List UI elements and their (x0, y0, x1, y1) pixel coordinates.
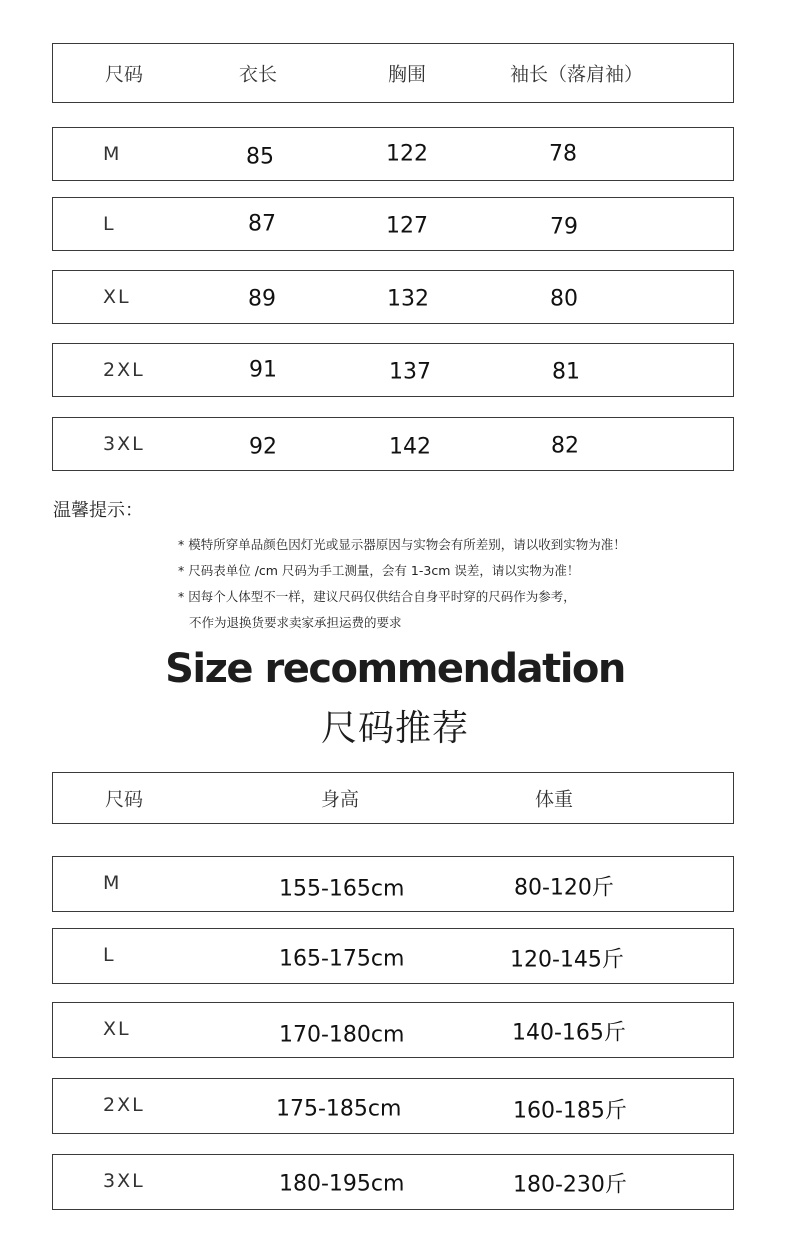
chest-value: 142 (389, 434, 431, 460)
size-label: M (103, 871, 122, 894)
recommendation-row-xl (52, 1002, 734, 1058)
size-label: 3XL (103, 1169, 145, 1192)
size-label: L (103, 943, 116, 966)
length-value: 87 (248, 211, 276, 237)
sleeve-value: 82 (551, 433, 579, 459)
chest-value: 137 (389, 359, 431, 385)
sleeve-value: 80 (550, 286, 578, 312)
size-row-xl (52, 270, 734, 324)
size-label: XL (103, 1017, 131, 1040)
chest-value: 132 (387, 286, 429, 312)
size-row-m (52, 127, 734, 181)
sleeve-value: 81 (552, 359, 580, 385)
height-value: 155-165cm (279, 876, 405, 902)
recommendation-row-l (52, 928, 734, 984)
size-row-3xl (52, 417, 734, 471)
header-weight: 体重 (535, 788, 574, 811)
tip-note-3: * 因每个人体型不一样，建议尺码仅供结合自身平时穿的尺码作为参考， (178, 589, 576, 604)
size-label: 2XL (103, 359, 145, 381)
weight-value: 180-230斤 (513, 1172, 627, 1198)
length-value: 92 (249, 434, 277, 460)
chest-value: 127 (386, 213, 428, 239)
recommendation-row-2xl (52, 1078, 734, 1134)
size-row-2xl (52, 343, 734, 397)
height-value: 170-180cm (279, 1022, 405, 1048)
tips-title: 温馨提示： (53, 500, 143, 521)
tip-note-4: 不作为退换货要求卖家承担运费的要求 (189, 615, 402, 630)
height-value: 175-185cm (276, 1096, 402, 1122)
size-label: M (103, 143, 122, 165)
tip-note-1: * 模特所穿单品颜色因灯光或显示器原因与实物会有所差别，请以收到实物为准！ (178, 537, 626, 552)
header-length: 衣长 (239, 63, 278, 86)
sleeve-value: 78 (549, 141, 577, 167)
height-value: 165-175cm (279, 946, 405, 972)
weight-value: 140-165斤 (512, 1020, 626, 1046)
header-size: 尺码 (105, 63, 144, 86)
size-row-l (52, 197, 734, 251)
size-label: 2XL (103, 1093, 145, 1116)
size-table-header (52, 43, 734, 103)
tip-note-2: * 尺码表单位 /cm 尺码为手工测量，会有 1-3cm 误差，请以实物为准！ (178, 563, 580, 578)
recommendation-table-header (52, 772, 734, 824)
recommendation-title-zh: 尺码推荐 (320, 708, 469, 749)
recommendation-row-3xl (52, 1154, 734, 1210)
weight-value: 120-145斤 (510, 947, 624, 973)
length-value: 91 (249, 357, 277, 383)
header-height: 身高 (321, 788, 360, 811)
chest-value: 122 (386, 141, 428, 167)
length-value: 85 (246, 144, 274, 170)
sleeve-value: 79 (550, 214, 578, 240)
size-label: XL (103, 286, 131, 308)
length-value: 89 (248, 286, 276, 312)
height-value: 180-195cm (279, 1171, 405, 1197)
weight-value: 80-120斤 (514, 875, 614, 901)
size-label: 3XL (103, 433, 145, 455)
recommendation-title-en: Size recommendation (165, 646, 625, 692)
header-size: 尺码 (105, 788, 144, 811)
header-sleeve: 袖长（落肩袖） (510, 63, 644, 86)
header-chest: 胸围 (388, 63, 427, 86)
weight-value: 160-185斤 (513, 1098, 627, 1124)
size-label: L (103, 213, 116, 235)
recommendation-row-m (52, 856, 734, 912)
